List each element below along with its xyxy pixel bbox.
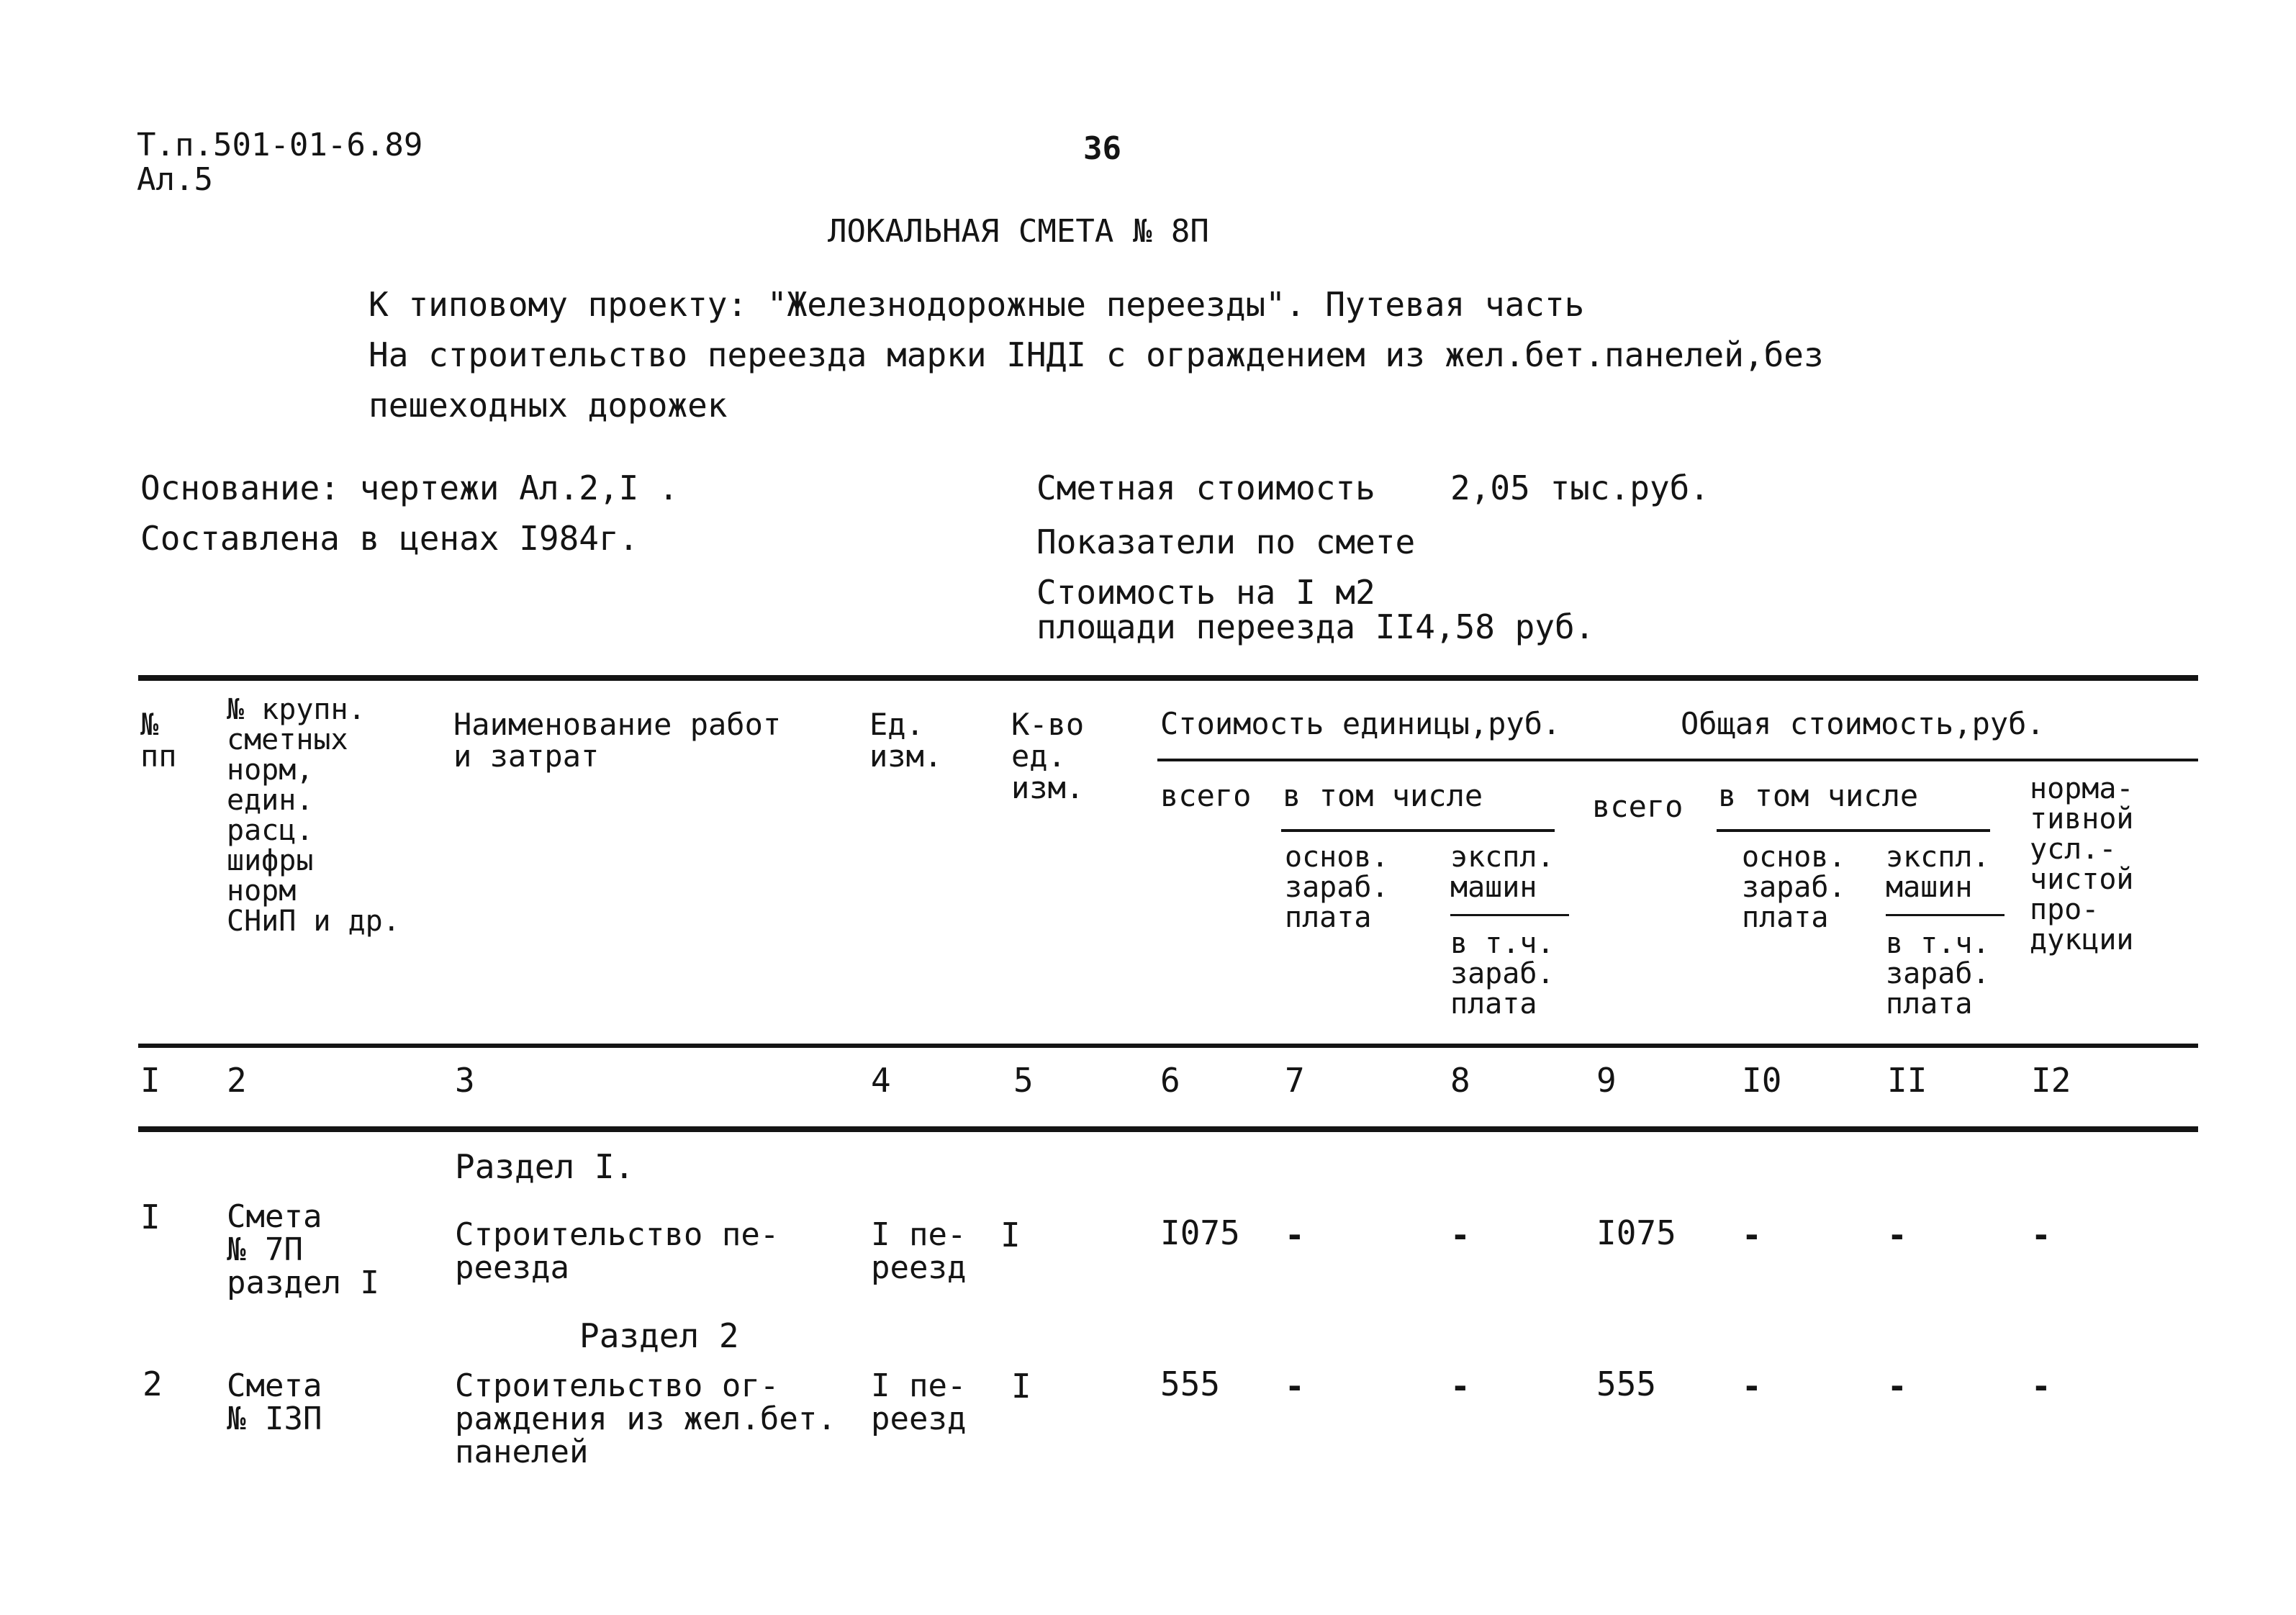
row-unit-machines: -: [1450, 1216, 1470, 1254]
cost-per-m2-line-1: Стоимость на I м2: [1036, 573, 1375, 612]
header-unit-wages: основ. зараб. плата: [1285, 841, 1389, 934]
row-unit: I пе- реезд: [871, 1216, 967, 1287]
header-norm-code: № крупн. сметных норм, един. расц. шифры норм СНиП и др.: [227, 693, 400, 938]
row-norm-code: Смета № I3П: [227, 1367, 322, 1438]
row-unit-total: I075: [1160, 1213, 1240, 1252]
document-code: Т.п.501-01-6.89: [137, 127, 423, 163]
column-numbers-bottom-rule: [138, 1126, 2198, 1132]
header-unit-machine-wages: в т.ч. зараб. плата: [1450, 927, 1555, 1021]
column-number: 2: [227, 1061, 247, 1100]
header-normative-product: норма- тивной усл.- чистой про- дукции: [2030, 772, 2134, 956]
row-unit-wages: -: [1285, 1367, 1305, 1406]
row-total: I075: [1596, 1213, 1676, 1252]
total-machines-underline: [1886, 914, 2005, 916]
estimated-cost-label: Сметная стоимость: [1036, 469, 1375, 507]
column-number: 7: [1285, 1061, 1305, 1100]
row-unit-machines: -: [1450, 1367, 1470, 1406]
row-quantity: I: [1000, 1216, 1021, 1254]
row-total: 555: [1596, 1365, 1657, 1403]
estimated-cost-value: 2,05 тыс.руб.: [1450, 469, 1710, 507]
row-total-machines: -: [1887, 1367, 1907, 1406]
section-title: Раздел I.: [455, 1147, 635, 1186]
basis-line: Основание: чертежи Ал.2,I .: [140, 469, 679, 507]
row-unit-wages: -: [1285, 1216, 1305, 1254]
section-title: Раздел 2: [579, 1316, 739, 1355]
unit-machines-underline: [1450, 914, 1569, 916]
column-number: II: [1887, 1061, 1927, 1100]
header-unit: Ед. изм.: [869, 707, 943, 774]
row-work-name: Строительство пе- реезда: [455, 1216, 779, 1287]
row-total-machines: -: [1887, 1216, 1907, 1254]
row-norm-code: Смета № 7П раздел I: [227, 1198, 379, 1302]
header-total-cost: Общая стоимость,руб.: [1681, 706, 2045, 741]
row-normative-product: -: [2031, 1367, 2051, 1406]
header-total-including: в том числе: [1718, 778, 1919, 813]
header-unit-cost: Стоимость единицы,руб.: [1160, 706, 1561, 741]
row-total-wages: -: [1742, 1367, 1762, 1406]
indicators-label: Показатели по смете: [1036, 522, 1416, 561]
header-unit-machines: экспл. машин: [1450, 841, 1555, 904]
column-number: 8: [1450, 1061, 1470, 1100]
row-unit: I пе- реезд: [871, 1367, 967, 1438]
header-total-total: всего: [1592, 789, 1683, 824]
table-top-rule: [138, 675, 2198, 681]
cost-per-m2-line-2: площади переезда II4,58 руб.: [1036, 607, 1595, 646]
column-number: 3: [455, 1061, 475, 1100]
header-work-name: Наименование работ и затрат: [453, 707, 782, 774]
total-including-rule: [1717, 829, 1990, 832]
column-number: 9: [1596, 1061, 1617, 1100]
column-number: 4: [871, 1061, 891, 1100]
header-unit-total: всего: [1160, 778, 1252, 813]
page-number: 36: [1083, 130, 1121, 167]
row-total-wages: -: [1742, 1216, 1762, 1254]
row-quantity: I: [1011, 1367, 1031, 1406]
row-unit-total: 555: [1160, 1365, 1221, 1403]
unit-including-rule: [1281, 829, 1555, 832]
album-number: Ал.5: [137, 161, 213, 198]
intro-line-1: К типовому проекту: "Железнодорожные переезды". Путевая часть: [369, 285, 1585, 324]
unit-cost-rule: [1157, 759, 2198, 761]
column-number: I2: [2031, 1061, 2071, 1100]
header-quantity: К-во ед. изм.: [1011, 707, 1085, 806]
column-number: I0: [1742, 1061, 1782, 1100]
header-unit-including: в том числе: [1283, 778, 1483, 813]
header-total-wages: основ. зараб. плата: [1742, 841, 1846, 934]
header-total-machines: экспл. машин: [1886, 841, 1990, 904]
column-number: 6: [1160, 1061, 1180, 1100]
intro-line-3: пешеходных дорожек: [369, 386, 728, 425]
intro-line-2: На строительство переезда марки IНДI с ограждением из жел.бет.панелей,без: [369, 335, 1824, 374]
column-number: I: [140, 1061, 161, 1100]
header-row-number: № пп: [140, 707, 177, 774]
row-work-name: Строительство ог- раждения из жел.бет. панелей: [455, 1367, 836, 1471]
row-number: I: [140, 1198, 161, 1236]
row-number: 2: [143, 1365, 163, 1403]
header-total-machine-wages: в т.ч. зараб. плата: [1886, 927, 1990, 1021]
document-title: ЛОКАЛЬНАЯ СМЕТА № 8П: [828, 213, 1209, 250]
row-normative-product: -: [2031, 1216, 2051, 1254]
prices-line: Составлена в ценах I984г.: [140, 519, 639, 558]
column-number: 5: [1013, 1061, 1034, 1100]
header-bottom-rule: [138, 1044, 2198, 1048]
